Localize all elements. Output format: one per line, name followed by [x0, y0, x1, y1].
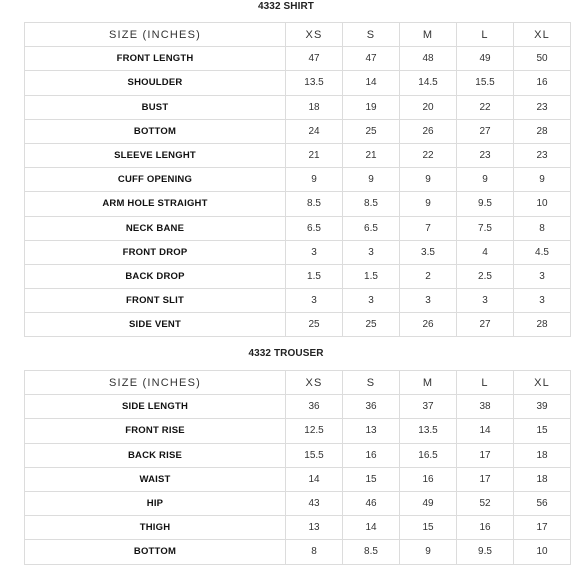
measurement-value: 9	[400, 168, 457, 192]
shirt-table-title: 4332 SHIRT	[257, 1, 315, 12]
measurement-value: 6.5	[286, 216, 343, 240]
measurement-value: 9	[400, 192, 457, 216]
measurement-value: 16	[343, 443, 400, 467]
measurement-value: 9	[286, 168, 343, 192]
table-row	[25, 95, 571, 119]
measurement-value: 17	[514, 516, 571, 540]
measurement-value: 10	[514, 192, 571, 216]
header-row	[25, 23, 571, 47]
measurement-value: 49	[400, 491, 457, 515]
table-row	[25, 540, 571, 564]
measurement-label: BACK RISE	[25, 443, 286, 467]
measurement-value: 26	[400, 119, 457, 143]
measurement-value: 36	[286, 395, 343, 419]
table-row	[25, 313, 571, 337]
measurement-value: 9.5	[457, 540, 514, 564]
measurement-value: 25	[343, 119, 400, 143]
measurement-value: 9.5	[457, 192, 514, 216]
table-row	[25, 240, 571, 264]
measurement-label: BOTTOM	[25, 119, 286, 143]
measurement-value: 15.5	[286, 443, 343, 467]
measurement-value: 3	[286, 289, 343, 313]
table-row	[25, 192, 571, 216]
size-header-m: M	[400, 23, 457, 47]
measurement-label: FRONT LENGTH	[25, 47, 286, 71]
measurement-value: 28	[514, 313, 571, 337]
measurement-value: 47	[286, 47, 343, 71]
measurement-value: 22	[457, 95, 514, 119]
measurement-value: 1.5	[343, 264, 400, 288]
measurement-value: 13	[286, 516, 343, 540]
measurement-value: 7	[400, 216, 457, 240]
table-row	[25, 443, 571, 467]
measurement-value: 56	[514, 491, 571, 515]
measurement-value: 7.5	[457, 216, 514, 240]
header-row	[25, 371, 571, 395]
measurement-value: 49	[457, 47, 514, 71]
measurement-value: 4.5	[514, 240, 571, 264]
trouser-table-title: 4332 TROUSER	[248, 348, 324, 359]
table-row	[25, 467, 571, 491]
measurement-value: 48	[400, 47, 457, 71]
measurement-value: 24	[286, 119, 343, 143]
measurement-label: BACK DROP	[25, 264, 286, 288]
table-row	[25, 395, 571, 419]
table-row	[25, 491, 571, 515]
measurement-value: 13.5	[400, 419, 457, 443]
measurement-value: 16	[400, 467, 457, 491]
size-header-m: M	[400, 371, 457, 395]
measurement-label: THIGH	[25, 516, 286, 540]
measurement-value: 16.5	[400, 443, 457, 467]
measurement-value: 18	[514, 443, 571, 467]
measurement-label: FRONT RISE	[25, 419, 286, 443]
size-header-s: S	[343, 23, 400, 47]
size-column-header: SIZE (INCHES)	[25, 23, 286, 47]
measurement-value: 14	[343, 71, 400, 95]
measurement-label: ARM HOLE STRAIGHT	[25, 192, 286, 216]
measurement-label: SHOULDER	[25, 71, 286, 95]
measurement-value: 9	[457, 168, 514, 192]
measurement-value: 3	[457, 289, 514, 313]
measurement-value: 39	[514, 395, 571, 419]
measurement-value: 19	[343, 95, 400, 119]
measurement-value: 43	[286, 491, 343, 515]
trouser-size-table	[24, 370, 571, 565]
measurement-value: 8	[514, 216, 571, 240]
shirt-size-table	[24, 22, 571, 337]
measurement-value: 8.5	[343, 540, 400, 564]
measurement-value: 3	[514, 264, 571, 288]
measurement-value: 14	[286, 467, 343, 491]
measurement-label: SLEEVE LENGHT	[25, 143, 286, 167]
measurement-value: 52	[457, 491, 514, 515]
measurement-value: 18	[286, 95, 343, 119]
measurement-value: 46	[343, 491, 400, 515]
measurement-value: 22	[400, 143, 457, 167]
measurement-value: 15.5	[457, 71, 514, 95]
measurement-value: 17	[457, 467, 514, 491]
size-header-xs: XS	[286, 371, 343, 395]
table-row	[25, 516, 571, 540]
measurement-value: 9	[400, 540, 457, 564]
measurement-label: WAIST	[25, 467, 286, 491]
measurement-value: 16	[514, 71, 571, 95]
measurement-value: 14	[343, 516, 400, 540]
table-row	[25, 168, 571, 192]
measurement-value: 47	[343, 47, 400, 71]
measurement-value: 23	[457, 143, 514, 167]
measurement-value: 26	[400, 313, 457, 337]
measurement-value: 1.5	[286, 264, 343, 288]
size-header-xs: XS	[286, 23, 343, 47]
table-row	[25, 143, 571, 167]
measurement-value: 4	[457, 240, 514, 264]
measurement-value: 25	[286, 313, 343, 337]
measurement-value: 3	[514, 289, 571, 313]
measurement-value: 28	[514, 119, 571, 143]
table-row	[25, 264, 571, 288]
measurement-value: 16	[457, 516, 514, 540]
size-header-xl: XL	[514, 23, 571, 47]
measurement-value: 15	[514, 419, 571, 443]
measurement-label: FRONT SLIT	[25, 289, 286, 313]
measurement-value: 37	[400, 395, 457, 419]
measurement-value: 14	[457, 419, 514, 443]
measurement-value: 2.5	[457, 264, 514, 288]
measurement-label: HIP	[25, 491, 286, 515]
measurement-label: CUFF OPENING	[25, 168, 286, 192]
size-column-header: SIZE (INCHES)	[25, 371, 286, 395]
measurement-value: 17	[457, 443, 514, 467]
size-header-l: L	[457, 371, 514, 395]
measurement-value: 3	[343, 289, 400, 313]
size-header-xl: XL	[514, 371, 571, 395]
measurement-value: 13	[343, 419, 400, 443]
measurement-value: 14.5	[400, 71, 457, 95]
measurement-value: 27	[457, 313, 514, 337]
measurement-value: 38	[457, 395, 514, 419]
measurement-value: 3	[343, 240, 400, 264]
table-row	[25, 216, 571, 240]
table-row	[25, 119, 571, 143]
measurement-value: 50	[514, 47, 571, 71]
measurement-value: 3.5	[400, 240, 457, 264]
measurement-value: 9	[343, 168, 400, 192]
measurement-value: 8	[286, 540, 343, 564]
measurement-value: 12.5	[286, 419, 343, 443]
measurement-value: 23	[514, 95, 571, 119]
measurement-label: SIDE VENT	[25, 313, 286, 337]
size-header-s: S	[343, 371, 400, 395]
measurement-value: 6.5	[343, 216, 400, 240]
table-row	[25, 71, 571, 95]
measurement-value: 20	[400, 95, 457, 119]
size-header-l: L	[457, 23, 514, 47]
measurement-label: SIDE LENGTH	[25, 395, 286, 419]
measurement-value: 10	[514, 540, 571, 564]
measurement-value: 8.5	[343, 192, 400, 216]
measurement-value: 27	[457, 119, 514, 143]
measurement-value: 23	[514, 143, 571, 167]
table-row	[25, 289, 571, 313]
measurement-value: 15	[400, 516, 457, 540]
measurement-value: 15	[343, 467, 400, 491]
measurement-value: 13.5	[286, 71, 343, 95]
measurement-value: 2	[400, 264, 457, 288]
table-row	[25, 419, 571, 443]
measurement-value: 18	[514, 467, 571, 491]
table-row	[25, 47, 571, 71]
measurement-value: 36	[343, 395, 400, 419]
measurement-label: BUST	[25, 95, 286, 119]
measurement-value: 9	[514, 168, 571, 192]
measurement-label: BOTTOM	[25, 540, 286, 564]
measurement-label: FRONT DROP	[25, 240, 286, 264]
measurement-value: 21	[343, 143, 400, 167]
measurement-value: 8.5	[286, 192, 343, 216]
measurement-value: 3	[286, 240, 343, 264]
measurement-value: 25	[343, 313, 400, 337]
measurement-value: 3	[400, 289, 457, 313]
measurement-value: 21	[286, 143, 343, 167]
measurement-label: NECK BANE	[25, 216, 286, 240]
